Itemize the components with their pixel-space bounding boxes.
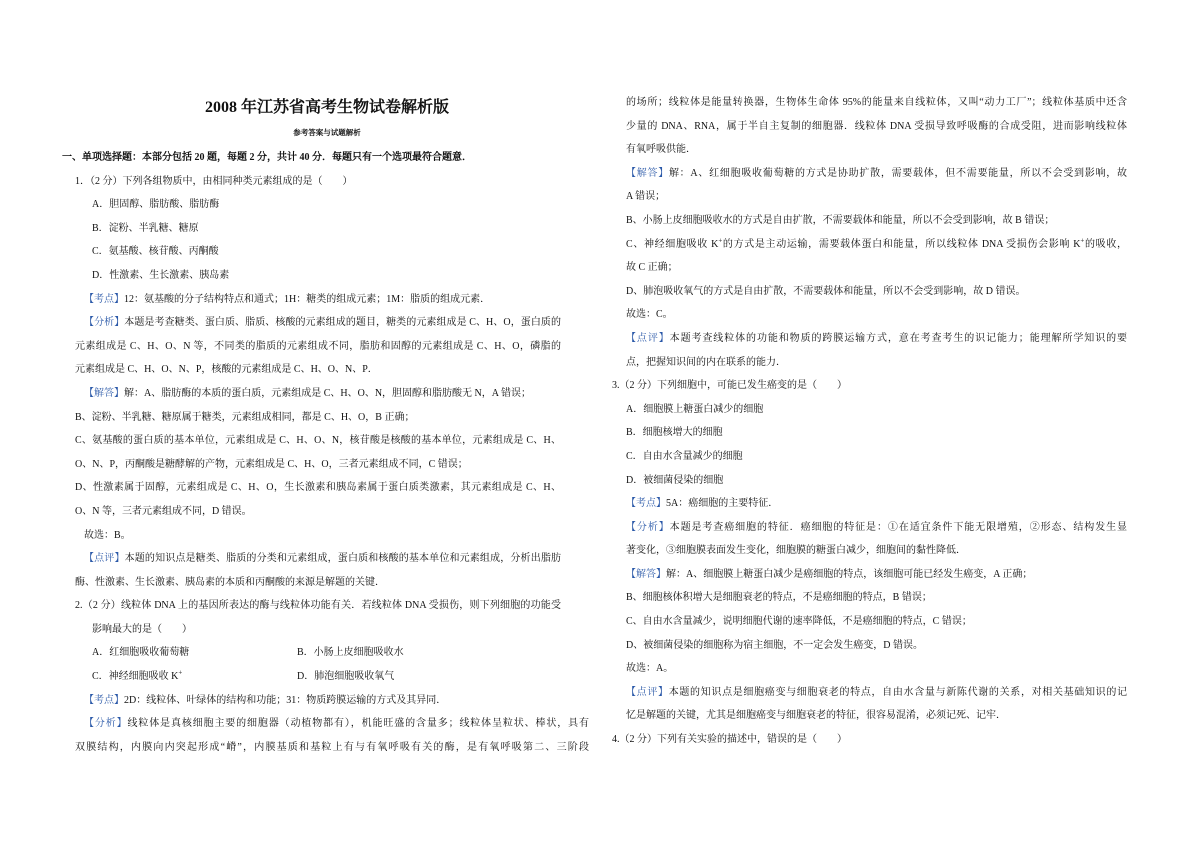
q2-solution-text: C、神经细胞吸收 K <box>626 238 719 250</box>
q2-options-row <box>92 641 562 665</box>
q1-solution-line: O、N 等，三者元素组成不同，D 错误。 <box>75 505 252 517</box>
q3-option-b: B．细胞核增大的细胞 <box>626 427 723 439</box>
q1-solution-line: D、性激素属于固醇，元素组成是 C、H、O，生长激素和胰岛素属于蛋白质类激素，其元素组成是 C、H、 <box>75 482 561 494</box>
q2-analysis-line: 少量的 DNA、RNA，属于半自主复制的细胞器．线粒体 DNA 受损导致呼吸酶的合成受阻，进而影响线粒体 <box>626 120 1127 132</box>
q3-option-d: D．被细菌侵染的细胞 <box>626 474 724 486</box>
q2-comment-line: 点，把握知识间的内在联系的能力． <box>626 356 786 368</box>
q3-analysis-line: 著变化，③细胞膜表面发生变化，细胞膜的糖蛋白减少，细胞间的黏性降低． <box>626 545 966 557</box>
q3-analysis-text: 本题是考查癌细胞的特征．癌细胞的特征是：①在适宜条件下能无限增殖，②形态、结构发生显 <box>669 521 1127 533</box>
q3-kaodian-text: 5A：癌细胞的主要特征． <box>666 498 779 510</box>
q3-solution-line: C、自由水含量减少，说明细胞代谢的速率降低，不是癌细胞的特点，C 错误； <box>626 616 972 628</box>
q1-stem: 1．（2 分）下列各组物质中，由相同种类元素组成的是（ ） <box>75 175 353 187</box>
q1-comment-line: 酶、性激素、生长激素、胰岛素的本质和丙酮酸的来源是解题的关键． <box>75 576 385 588</box>
q3-kaodian <box>626 492 1127 516</box>
analysis-label: 【分析】 <box>84 718 128 730</box>
q1-answer: 故选：B。 <box>84 529 131 541</box>
q1-option-b: B．淀粉、半乳糖、糖原 <box>92 222 199 234</box>
q2-analysis-line: 有氧呼吸供能． <box>626 144 696 156</box>
comment-label: 【点评】 <box>84 553 125 565</box>
q2-comment-line <box>626 327 1127 351</box>
document-subtitle: 参考答案与试题解析 <box>293 128 361 137</box>
q2-solution-line <box>626 162 1127 186</box>
q3-solution-line <box>626 563 1127 587</box>
q2-solution-line: B、小肠上皮细胞吸收水的方式是自由扩散，不需要载体和能量，所以不会受到影响，故 B 错误； <box>626 214 1055 226</box>
superscript: + <box>718 236 723 245</box>
q2-option-a: A．红细胞吸收葡萄糖 <box>92 647 190 659</box>
q3-stem: 3.（2 分）下列细胞中，可能已发生癌变的是（ ） <box>612 380 847 392</box>
superscript: + <box>1080 236 1085 245</box>
q2-answer: 故选：C。 <box>626 309 673 321</box>
q4-stem: 4.（2 分）下列有关实验的描述中，错误的是（ ） <box>612 734 847 746</box>
q2-option-b: B．小肠上皮细胞吸收水 <box>297 647 404 659</box>
q2-solution-line: A 错误； <box>626 191 666 203</box>
kaodian-label: 【考点】 <box>84 694 124 706</box>
q3-comment-line <box>626 681 1127 705</box>
q2-solution-text: 的方式是主动运输，需要载体蛋白和能量，所以线粒体 DNA 受损伤会影响 K <box>722 238 1081 250</box>
q3-answer: 故选：A。 <box>626 663 674 675</box>
left-column <box>62 146 592 759</box>
q1-comment-text: 本题的知识点是糖类、脂质的分类和元素组成，蛋白质和核酸的基本单位和元素组成，分析出脂肪 <box>124 553 561 565</box>
q1-solution-line: C、氨基酸的蛋白质的基本单位，元素组成是 C、H、O、N，核苷酸是核酸的基本单位，元素组成是 C、H、 <box>75 435 561 447</box>
q1-solution-line: B、淀粉、半乳糖、糖原属于糖类，元素组成相同，都是 C、H、O，B 正确； <box>75 411 415 423</box>
q2-solution-line: D、肺泡吸收氧气的方式是自由扩散，不需要载体和能量，所以不会受到影响，故 D 错误。 <box>626 285 1026 297</box>
solution-label: 【解答】 <box>84 387 124 399</box>
q1-analysis-line: 元素组成是 C、H、O、N 等，不同类的脂质的元素组成不同，脂肪和固醇的元素组成是 C、H、O，磷脂的 <box>75 340 561 352</box>
q1-option-d: D．性激素、生长激素、胰岛素 <box>92 269 230 281</box>
superscript: + <box>178 668 183 677</box>
q3-analysis-line <box>626 516 1127 540</box>
q1-solution-line: O、N、P，丙酮酸是糖酵解的产物，元素组成是 C、H、O，三者元素组成不同，C 错误； <box>75 458 468 470</box>
q2-kaodian <box>84 689 561 713</box>
q2-analysis-text: 线粒体是真核细胞主要的细胞器（动植物都有），机能旺盛的含量多；线粒体呈粒状、棒状，具有 <box>127 718 589 730</box>
solution-label: 【解答】 <box>626 167 669 179</box>
q3-comment-line: 忆是解题的关键，尤其是细胞癌变与细胞衰老的特征，很容易混淆，必须记死、记牢． <box>626 710 1006 722</box>
q1-kaodian <box>84 288 561 312</box>
document-title: 2008 年江苏省高考生物试卷解析版 <box>204 99 449 116</box>
q2-option-c <box>92 665 297 689</box>
q3-option-c: C．自由水含量减少的细胞 <box>626 450 743 462</box>
q1-comment-line <box>84 547 561 571</box>
q2-solution-line: 故 C 正确； <box>626 262 678 274</box>
q1-analysis-line: 元素组成是 C、H、O、N、P，核酸的元素组成是 C、H、O、N、P． <box>75 364 378 376</box>
q2-analysis-line: 双膜结构，内膜向内突起形成“嵴”，内膜基质和基粒上有与有氧呼吸有关的酶，是有氧呼吸第二、三阶段 <box>75 741 589 753</box>
q1-analysis-line <box>84 311 561 335</box>
q2-stem: 2.（2 分）线粒体 DNA 上的基因所表达的酶与线粒体功能有关．若线粒体 DNA 受损伤，则下列细胞的功能受 <box>75 600 561 612</box>
q3-comment-text: 本题的知识点是细胞癌变与细胞衰老的特点，自由水含量与新陈代谢的关系，对相关基础知识的记 <box>668 686 1127 698</box>
kaodian-label: 【考点】 <box>84 293 124 305</box>
q3-solution-line: B、细胞核体积增大是细胞衰老的特点，不是癌细胞的特点，B 错误； <box>626 592 932 604</box>
q3-solution-line: D、被细菌侵染的细胞称为宿主细胞，不一定会发生癌变，D 错误。 <box>626 639 923 651</box>
q2-analysis-line: 的场所；线粒体是能量转换器，生物体生命体 95%的能量来自线粒体，又叫“动力工厂”；线粒体基质中还含 <box>626 97 1127 108</box>
kaodian-label: 【考点】 <box>626 498 666 510</box>
q2-option-c-text: C．神经细胞吸收 K <box>92 671 179 683</box>
q2-solution-text: 的吸收， <box>1084 238 1127 250</box>
q2-solution-text: 解：A、红细胞吸收葡萄糖的方式是协助扩散，需要载体，但不需要能量，所以不会受到影响，故 <box>668 167 1127 179</box>
q2-analysis-line <box>84 712 589 736</box>
q1-kaodian-text: 12：氨基酸的分子结构特点和通式；1H：糖类的组成元素；1M：脂质的组成元素． <box>124 293 491 305</box>
right-column <box>612 91 1132 752</box>
q2-option-d: D．肺泡细胞吸收氧气 <box>297 671 395 683</box>
q3-solution-text: 解：A、细胞膜上糖蛋白减少是癌细胞的特点，该细胞可能已经发生癌变，A 正确； <box>666 568 1033 580</box>
q1-analysis-text: 本题是考查糖类、蛋白质、脂质、核酸的元素组成的题目，糖类的元素组成是 C、H、O，蛋白质的 <box>124 317 561 329</box>
q2-options-row <box>92 665 562 689</box>
q1-solution-text: 解：A、脂肪酶的本质的蛋白质，元素组成是 C、H、O、N，胆固醇和脂肪酸无 N，A 错误； <box>124 387 531 399</box>
analysis-label: 【分析】 <box>626 521 670 533</box>
analysis-label: 【分析】 <box>84 317 125 329</box>
q1-option-a: A．胆固醇、脂肪酸、脂肪酶 <box>92 199 220 211</box>
q2-stem: 影响最大的是（ ） <box>92 623 192 635</box>
solution-label: 【解答】 <box>626 568 666 580</box>
q1-solution-line <box>84 382 561 406</box>
comment-label: 【点评】 <box>626 686 669 698</box>
q3-option-a: A．细胞膜上糖蛋白减少的细胞 <box>626 403 764 415</box>
q2-solution-line <box>626 233 1127 257</box>
q2-kaodian-text: 2D：线粒体、叶绿体的结构和功能；31：物质跨膜运输的方式及其异同． <box>124 694 447 706</box>
comment-label: 【点评】 <box>626 332 670 344</box>
section-heading: 一、单项选择题：本部分包括 20 题，每题 2 分，共计 40 分．每题只有一个选项最符合题意． <box>62 152 472 163</box>
q1-option-c: C．氨基酸、核苷酸、丙酮酸 <box>92 246 219 258</box>
q2-comment-text: 本题考查线粒体的功能和物质的跨膜运输方式，意在考查考生的识记能力；能理解所学知识的要 <box>669 332 1127 344</box>
